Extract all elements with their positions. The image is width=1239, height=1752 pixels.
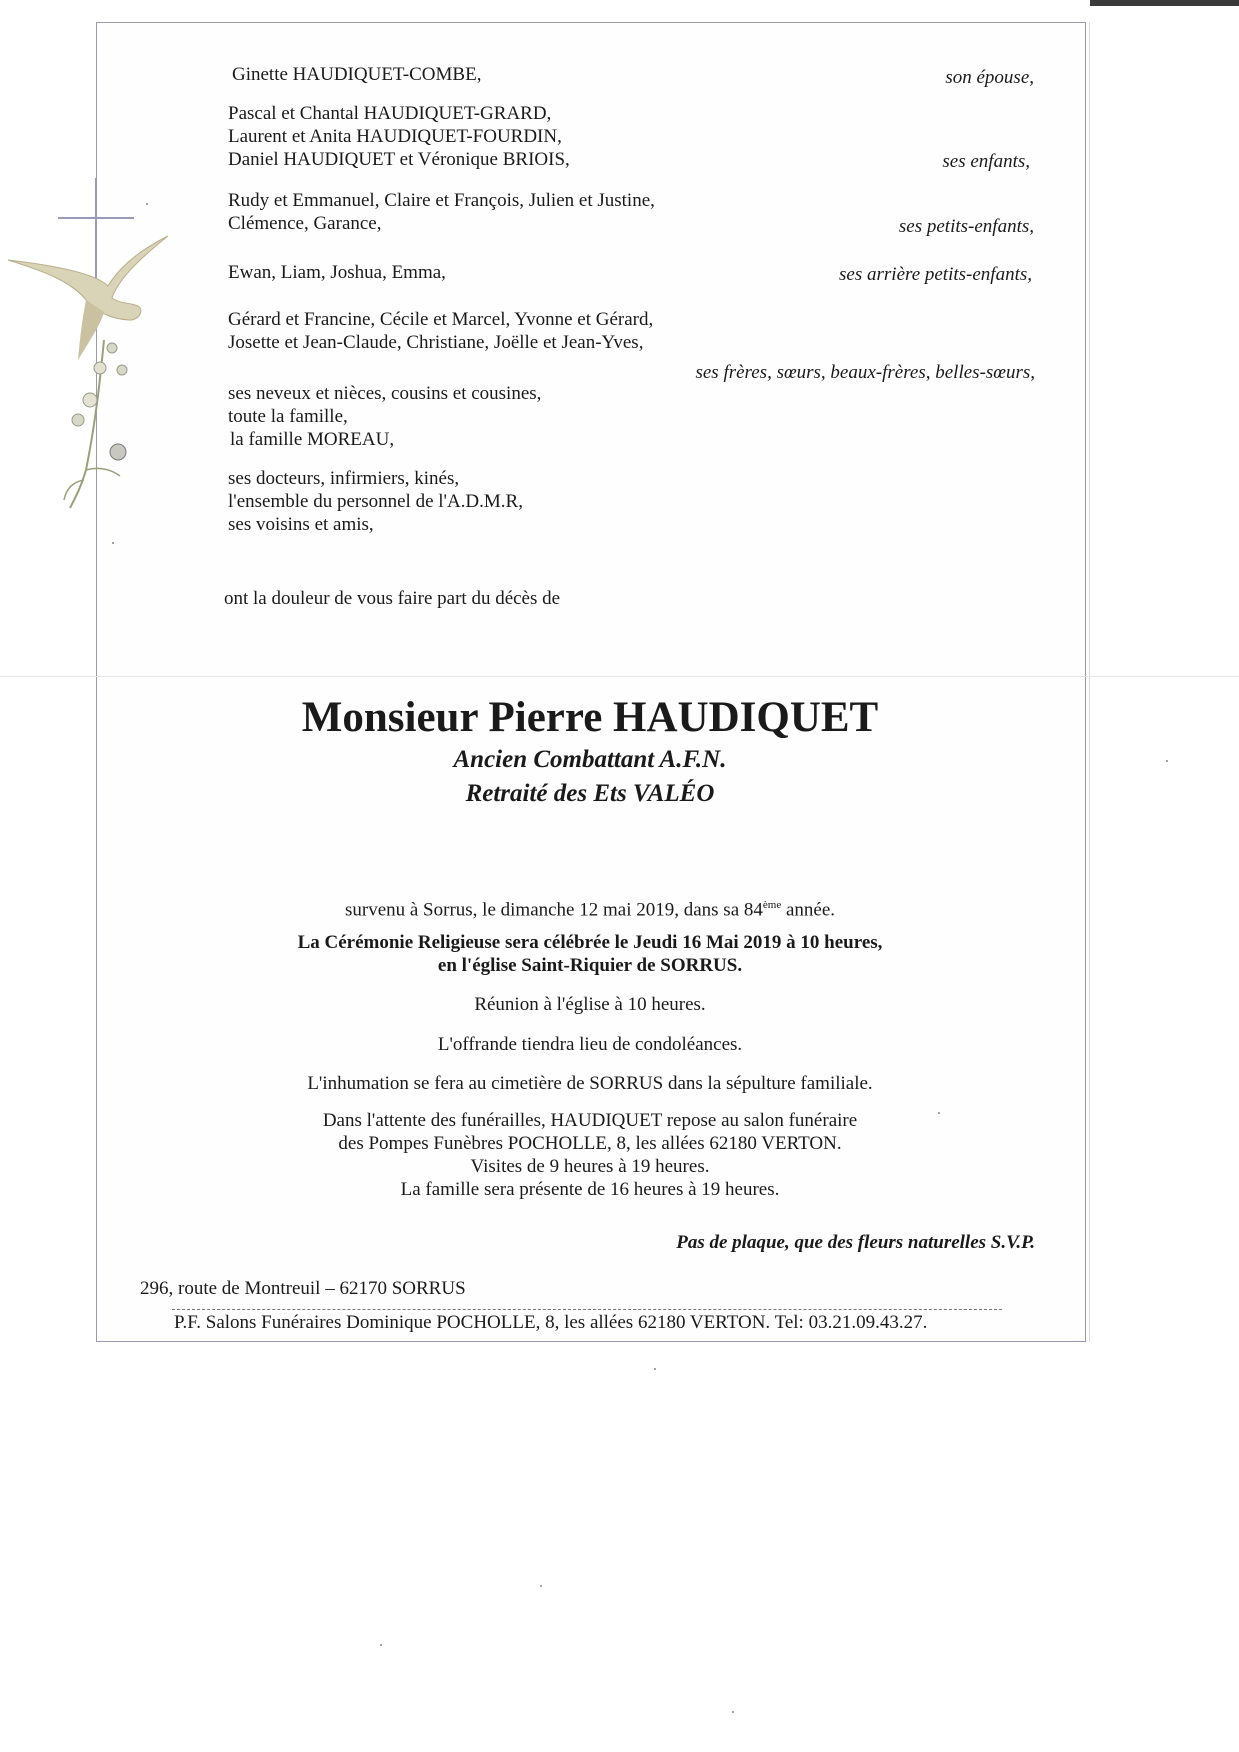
scan-speck <box>654 1368 656 1370</box>
family-address: 296, route de Montreuil – 62170 SORRUS <box>140 1278 466 1299</box>
deceased-title-retired: Retraité des Ets VALÉO <box>465 780 715 807</box>
relatives-line: ses neveux et nièces, cousins et cousines, <box>228 383 542 404</box>
child-name: Daniel HAUDIQUET et Véronique BRIOIS, <box>228 149 570 170</box>
spouse-name: Ginette HAUDIQUET-COMBE, <box>232 64 482 85</box>
great-grandchild-names: Ewan, Liam, Joshua, Emma, <box>228 262 446 283</box>
deceased-title-veteran: Ancien Combattant A.F.N. <box>453 746 727 773</box>
siblings-relation: ses frères, sœurs, beaux-frères, belles-sœurs, <box>695 362 1035 383</box>
lily-branch-icon <box>64 340 127 508</box>
rest-info: Dans l'attente des funérailles, HAUDIQUET repose au salon funéraire <box>322 1110 858 1131</box>
scan-edge <box>1090 0 1239 6</box>
children-relation: ses enfants, <box>942 151 1030 172</box>
funeral-home-info: P.F. Salons Funéraires Dominique POCHOLLE, 8, les allées 62180 VERTON. Tel: 03.21.09.43.27. <box>174 1312 928 1333</box>
grandchildren-relation: ses petits-enfants, <box>898 216 1034 237</box>
carers-line: ses docteurs, infirmiers, kinés, <box>228 468 460 489</box>
footer-divider <box>172 1309 1002 1310</box>
carers-line: l'ensemble du personnel de l'A.D.M.R, <box>228 491 523 512</box>
dove-cross-ornament <box>0 170 180 510</box>
scan-speck <box>540 1585 542 1587</box>
grandchild-names: Rudy et Emmanuel, Claire et François, Julien et Justine, <box>228 190 655 211</box>
death-info <box>200 894 980 921</box>
dove-icon <box>8 236 168 360</box>
scan-speck <box>732 1711 734 1713</box>
fold-line <box>0 676 1239 677</box>
deceased-name: Monsieur Pierre HAUDIQUET <box>301 694 879 741</box>
death-info-main: survenu à Sorrus, le dimanche 12 mai 2019, dans sa 84 <box>344 899 763 921</box>
spouse-relation: son épouse, <box>945 67 1034 88</box>
burial-info: L'inhumation se fera au cimetière de SORRUS dans la sépulture familiale. <box>307 1073 873 1094</box>
rest-info: des Pompes Funèbres POCHOLLE, 8, les allées 62180 VERTON. <box>338 1133 842 1154</box>
ceremony-line: La Cérémonie Religieuse sera célébrée le Jeudi 16 Mai 2019 à 10 heures, <box>297 932 883 953</box>
scan-speck <box>146 203 148 205</box>
reunion-info: Réunion à l'église à 10 heures. <box>474 994 706 1015</box>
child-name: Laurent et Anita HAUDIQUET-FOURDIN, <box>228 126 562 147</box>
scan-speck <box>112 542 114 544</box>
relatives-line: la famille MOREAU, <box>230 429 395 450</box>
great-grandchildren-relation: ses arrière petits-enfants, <box>839 264 1032 285</box>
sibling-names: Gérard et Francine, Cécile et Marcel, Yvonne et Gérard, <box>228 309 654 330</box>
death-info-end: année. <box>781 899 836 921</box>
offering-info: L'offrande tiendra lieu de condoléances. <box>437 1034 743 1055</box>
visiting-hours: Visites de 9 heures à 19 heures. <box>470 1156 710 1177</box>
carers-line: ses voisins et amis, <box>228 514 374 535</box>
ceremony-location: en l'église Saint-Riquier de SORRUS. <box>437 955 743 976</box>
family-presence: La famille sera présente de 16 heures à 19 heures. <box>400 1179 780 1200</box>
relatives-line: toute la famille, <box>228 406 348 427</box>
scan-speck <box>938 1112 940 1114</box>
scan-speck <box>380 1644 382 1646</box>
announcement: ont la douleur de vous faire part du décès de <box>224 588 561 609</box>
grandchild-names: Clémence, Garance, <box>228 213 382 234</box>
sibling-names: Josette et Jean-Claude, Christiane, Joëlle et Jean-Yves, <box>228 332 644 353</box>
child-name: Pascal et Chantal HAUDIQUET-GRARD, <box>228 103 552 124</box>
scan-speck <box>1166 760 1168 762</box>
flowers-note: Pas de plaque, que des fleurs naturelles S.V.P. <box>676 1232 1035 1253</box>
ordinal-suffix: ème <box>762 899 782 911</box>
